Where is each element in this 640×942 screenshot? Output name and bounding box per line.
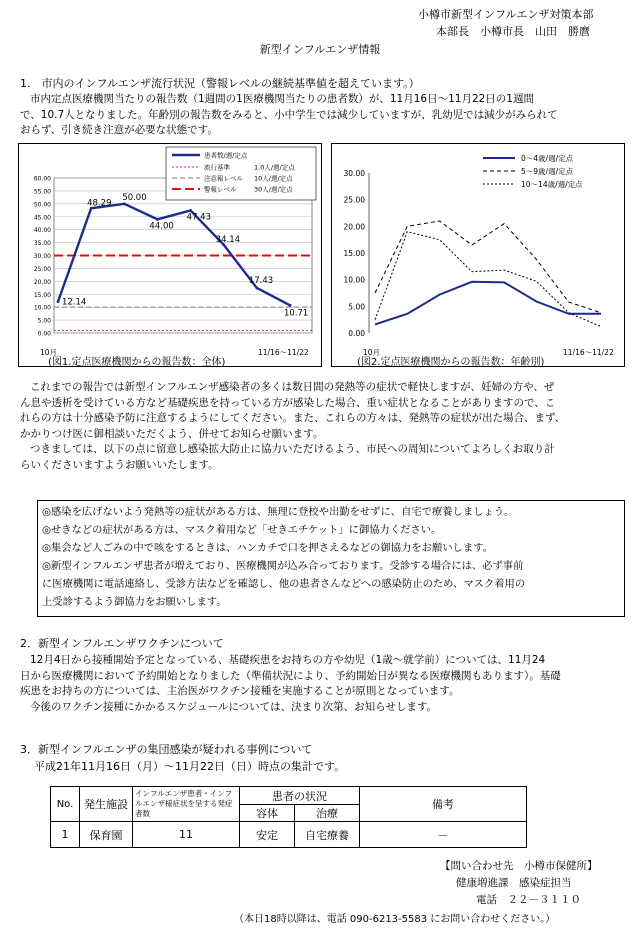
cell-count: 11 (133, 822, 240, 848)
y-tick-label: 20.00 (343, 222, 365, 232)
notice-line: 上受診するよう御協力をお願いします。 (42, 596, 227, 608)
cell-treatment: 自宅療養 (295, 822, 360, 848)
chart-age-x-start: 10月 (363, 348, 381, 357)
y-tick-label: 25.00 (343, 195, 365, 205)
advice-paragraph (20, 380, 632, 474)
advice-line: これまでの報告では新型インフルエンザ感染者の多くは数日間の発熱等の症状で軽快しますが、妊婦の方や、ぜ (30, 381, 555, 393)
case-table (50, 786, 527, 848)
notice-line: ◎集会など人ごみの中で咳をするときは、ハンカチで口を押さえるなどの御協力をお願いします。 (42, 542, 493, 554)
data-label: 48.29 (87, 198, 112, 209)
legend-label: 30人/週/定点 (254, 185, 293, 194)
legend-label: 患者数/週/定点 (204, 151, 248, 160)
y-tick-label: 0.00 (37, 330, 51, 338)
y-tick-label: 30.00 (343, 169, 365, 178)
y-tick-label: 30.00 (33, 253, 51, 260)
data-label: 44.00 (149, 221, 174, 232)
section2-line: 今後のワクチン接種にかかるスケジュールについては、決まり次第、お知らせします。 (30, 700, 437, 713)
legend-label: 流行基準 (204, 163, 230, 172)
data-label: 17.43 (248, 275, 274, 286)
data-point (189, 209, 192, 212)
notice-line: ◎新型インフルエンザ患者が増えており、医療機関が込み合っております。受診する場合には、必ず事前 (42, 560, 524, 572)
contact-phone: 電話 ２２－３１１０ (476, 894, 581, 906)
section2-line: 12月4日から接種開始予定となっている、基礎疾患をお持ちの方や幼児（1歳〜就学前）については、11月24 (30, 654, 546, 666)
section2-line: 日から医療機関において予約開始となりました（準備状況により、予約開始日が異なる医療機関もあります）。基礎 (20, 669, 561, 682)
col-status: 患者の状況 (240, 787, 360, 805)
chart-overall-x-end: 11/16〜11/22 (258, 348, 309, 357)
section2-line: 疾患をお持ちの方については、主治医がワクチン接種を実施することが原則となっています。 (20, 685, 460, 698)
legend-label: 10人/週/定点 (254, 174, 293, 183)
contact-department: 健康増進課 感染症担当 (456, 877, 572, 889)
advice-line: れらの方は十分感染予防に注意するようにしてください。また、これらの方々は、発熱等の症状が出た場合、まず、 (20, 412, 566, 425)
advice-line: らいくださいますようお願いいたします。 (20, 458, 219, 471)
section1-heading: 1. 市内のインフルエンザ流行状況（警報レベルの継続基準値を超えています。） (20, 77, 420, 90)
data-label: 12.14 (62, 297, 87, 308)
notice-line: ◎感染を広げないよう発熱等の症状がある方は、無理に登校や出勤をせずに、自宅で療養しましょう。 (42, 506, 515, 518)
organization-name: 小樽市新型インフルエンザ対策本部 (418, 8, 594, 21)
y-tick-label: 15.00 (343, 249, 365, 258)
y-tick-label: 5.00 (348, 302, 365, 312)
chart-overall-legend (166, 147, 316, 200)
section2-heading: 2．新型インフルエンザワクチンについて (20, 637, 224, 650)
data-point (289, 304, 292, 307)
chart-overall-x-start: 10月 (40, 348, 58, 357)
chart-overall (18, 143, 322, 367)
notice-box (37, 500, 625, 617)
col-no: No. (51, 787, 80, 822)
cell-facility: 保育園 (80, 822, 133, 848)
col-treatment: 治療 (295, 805, 360, 822)
advice-line: ん息や透析を受けている方など基礎疾患を持っている方が感染した場合、重い症状となることがありますので、こ (20, 396, 556, 409)
data-point (156, 218, 159, 221)
cell-condition: 安定 (240, 822, 295, 848)
data-label: 10.71 (284, 308, 309, 319)
y-tick-label: 15.00 (33, 291, 51, 299)
y-tick-label: 0.00 (348, 329, 365, 338)
section1-line: おらず、引き続き注意が必要な状態です。 (20, 124, 218, 137)
organization-head: 本部長 小樽市長 山田 勝麿 (436, 25, 590, 38)
chart-age-caption: (図2.定点医療機関からの報告数：年齢別) (357, 357, 545, 368)
y-tick-label: 50.00 (33, 201, 51, 209)
col-condition: 容体 (240, 805, 295, 822)
y-tick-label: 40.00 (33, 227, 51, 235)
data-point (123, 202, 126, 205)
y-tick-label: 20.00 (33, 278, 51, 286)
section1-line: 市内定点医療機関当たりの報告数（1週間の1医療機関当たりの患者数）が、11月16日〜11月22日の1週間 (30, 93, 534, 105)
data-label: 34.14 (215, 234, 241, 245)
y-tick-label: 55.00 (33, 188, 51, 196)
chart-age (331, 143, 625, 367)
y-tick-label: 10.00 (33, 304, 51, 312)
section1-line: で、10.7人となりました。年齢別の報告数をみると、小中学生では減少していますが、乳幼児では減少がみられて (20, 108, 558, 121)
data-label: 47.43 (186, 212, 211, 223)
section3-heading: 3．新型インフルエンザの集団感染が疑われる事例について (20, 743, 313, 756)
table-row (51, 822, 527, 848)
notice-line: ◎せきなどの症状がある方は、マスク着用など「せきエチケット」に御協力ください。 (42, 524, 442, 536)
section3-subtext: 平成21年11月16日（月）〜11月22日（日）時点の集計です。 (34, 760, 346, 773)
section1-text (20, 92, 630, 139)
y-tick-label: 35.00 (33, 240, 51, 248)
y-tick-label: 60.00 (33, 175, 51, 183)
legend-label: 警報レベル (204, 185, 237, 194)
data-point (255, 287, 258, 290)
chart-age-frame (332, 144, 625, 367)
y-tick-label: 10.00 (343, 275, 365, 285)
data-label: 50.00 (122, 192, 147, 203)
contact-after-hours: （本日18時以降は、電話 090-6213-5583 にお問い合わせください。） (234, 914, 556, 925)
y-tick-label: 5.00 (37, 317, 51, 325)
col-count: インフルエンザ患者・インフルエンザ様症状を呈する発症者数 (133, 787, 240, 822)
legend-label: 0〜4歳/週/定点 (521, 154, 574, 163)
legend-label: 5〜9歳/週/定点 (521, 167, 574, 176)
y-tick-label: 25.00 (33, 265, 51, 273)
y-tick-label: 45.00 (33, 214, 51, 222)
advice-line: つきましては、以下の点に留意し感染拡大防止に協力いただけるよう、市民への周知についてよろしくお取り計 (30, 443, 555, 456)
cell-no: 1 (51, 822, 80, 848)
col-facility: 発生施設 (80, 787, 133, 822)
contact-heading: 【問い合わせ先 小樽市保健所】 (440, 860, 598, 872)
col-remarks: 備考 (360, 787, 527, 822)
legend-label: 1.0人/週/定点 (254, 163, 295, 172)
data-point (57, 300, 60, 303)
advice-line: かかりつけ医に御相談いただくよう、併せてお知らせ願います。 (20, 427, 324, 440)
section2-text (20, 653, 632, 715)
legend-label: 10〜14歳/週/定点 (521, 180, 583, 189)
chart-overall-caption: (図1.定点医療機関からの報告数：全体) (48, 357, 226, 368)
chart-age-x-end: 11/16〜11/22 (563, 348, 614, 357)
notice-line: に医療機関に電話連絡し、受診方法などを確認し、他の患者さんなどへの感染防止のため、マスク着用の (42, 578, 526, 590)
page-title: 新型インフルエンザ情報 (259, 43, 381, 56)
cell-remarks: － (360, 822, 527, 848)
legend-label: 注意報レベル (204, 174, 243, 183)
